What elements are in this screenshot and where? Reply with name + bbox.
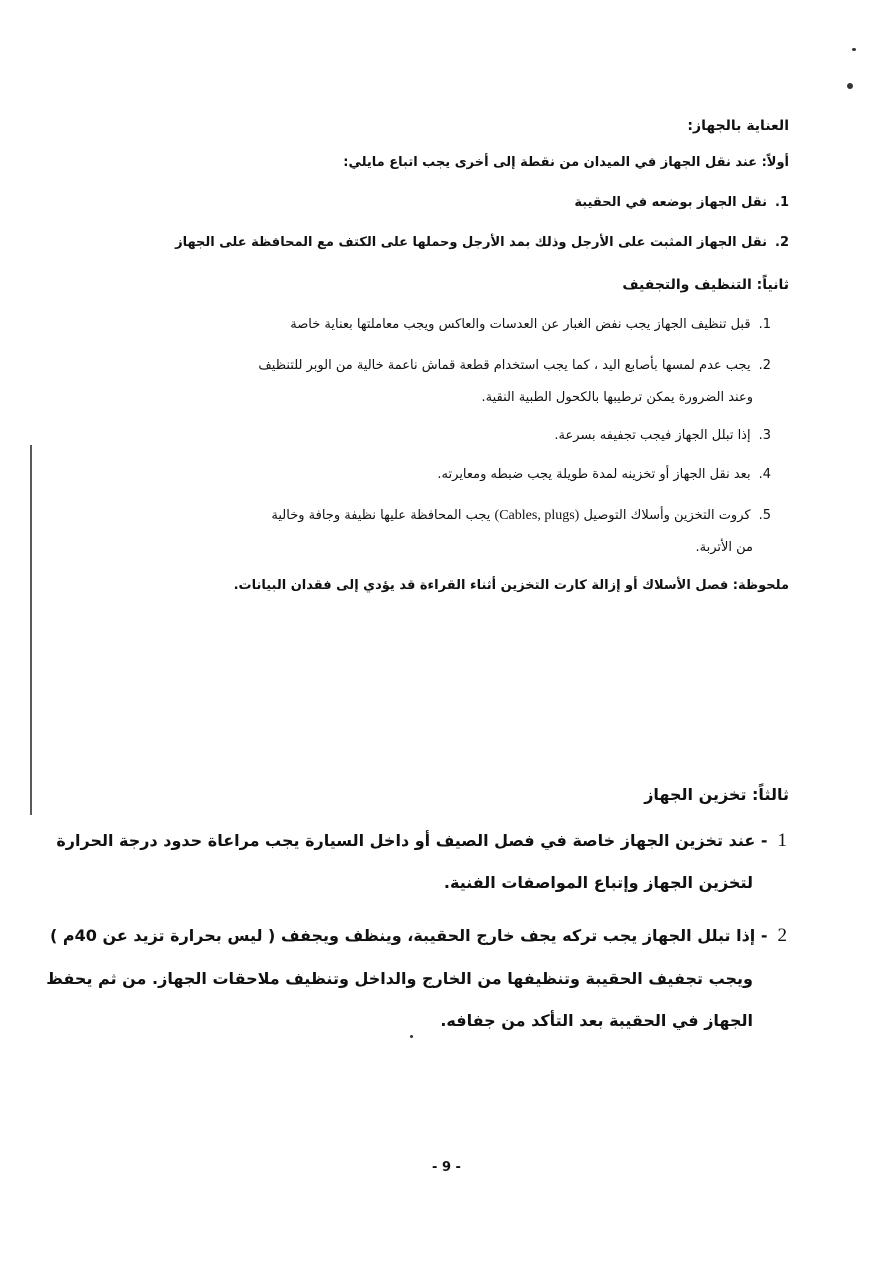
item-number: 3. (758, 428, 771, 443)
cleaning-item-4 (437, 467, 771, 482)
item-text: نقل الجهاز بوضعه في الحقيبة (574, 195, 767, 210)
item-latin-text: (Cables, plugs) (494, 508, 580, 523)
item-number: 1. (775, 195, 789, 210)
cleaning-item-1 (290, 317, 771, 332)
item-text: كروت التخزين وأسلاك التوصيل (583, 508, 751, 523)
item-text: - عند تخزين الجهاز خاصة في فصل الصيف أو داخل السيارة يجب مراعاة حدود درجة الحرارة (56, 831, 768, 850)
cleaning-title: ثانياً: التنظيف والتجفيف (622, 277, 789, 293)
scan-margin-line (30, 445, 32, 815)
storage-item-2-continued-2: الجهاز في الحقيبة بعد التأكد من جفافه. (440, 1011, 753, 1030)
scan-speck (852, 48, 856, 51)
storage-item-2-continued: ويجب تجفيف الحقيبة وتنظيفها من الخارج والداخل وتنظيف ملاحقات الجهاز. من ثم يحفظ (46, 969, 753, 988)
item-text: يجب عدم لمسها بأصابع اليد ، كما يجب استخدام قطعة قماش ناعمة خالية من الوبر للتنظيف (258, 358, 751, 373)
item-number: 5. (758, 508, 771, 523)
item-number: 2. (758, 358, 771, 373)
item-text: - إذا تبلل الجهاز يجب تركه يجف خارج الحقيبة، وينظف ويجفف ( ليس بحرارة تزيد عن 40م ) (50, 926, 768, 945)
care-title: العناية بالجهاز: (687, 118, 789, 134)
item-number: 1. (758, 317, 771, 332)
cleaning-item-5-continued: من الأتربة. (695, 540, 753, 555)
scan-speck (410, 1035, 413, 1038)
storage-title: ثالثاً: تخزين الجهاز (644, 785, 789, 804)
care-item-2 (175, 235, 789, 250)
item-text: قبل تنظيف الجهاز يجب نفض الغبار عن العدسات والعاكس ويجب معاملتها بعناية خاصة (290, 317, 751, 332)
item-number: 2 (777, 925, 787, 946)
care-intro: أولاً: عند نقل الجهاز في الميدان من نقطة إلى أخرى يجب اتباع مايلي: (343, 155, 789, 170)
storage-item-1 (56, 830, 787, 852)
item-text: نقل الجهاز المثبت على الأرجل وذلك بمد الأرجل وحملها على الكتف مع المحافظة على الجهاز (175, 235, 767, 250)
page-number: - 9 - (432, 1160, 461, 1175)
storage-item-2 (50, 925, 787, 947)
item-number: 2. (775, 235, 789, 250)
cleaning-note: ملحوظة: فصل الأسلاك أو إزالة كارت التخزين أثناء القراءة قد يؤدي إلى فقدان البيانات. (233, 578, 789, 593)
cleaning-item-3 (554, 428, 771, 443)
storage-item-1-continued: لتخزين الجهاز وإتباع المواصفات الفنية. (443, 873, 753, 892)
cleaning-item-2-continued: وعند الضرورة يمكن ترطيبها بالكحول الطبية النقية. (481, 390, 753, 405)
item-number: 4. (758, 467, 771, 482)
item-text: يجب المحافظة عليها نظيفة وجافة وخالية (271, 508, 491, 523)
scan-speck (847, 83, 853, 89)
item-text: إذا تبلل الجهاز فيجب تجفيفه بسرعة. (554, 428, 751, 443)
cleaning-item-5 (271, 508, 771, 524)
cleaning-item-2 (258, 358, 771, 373)
care-item-1 (574, 195, 789, 210)
item-number: 1 (777, 830, 787, 851)
item-text: بعد نقل الجهاز أو تخزينه لمدة طويلة يجب ضبطه ومعايرته. (437, 467, 751, 482)
